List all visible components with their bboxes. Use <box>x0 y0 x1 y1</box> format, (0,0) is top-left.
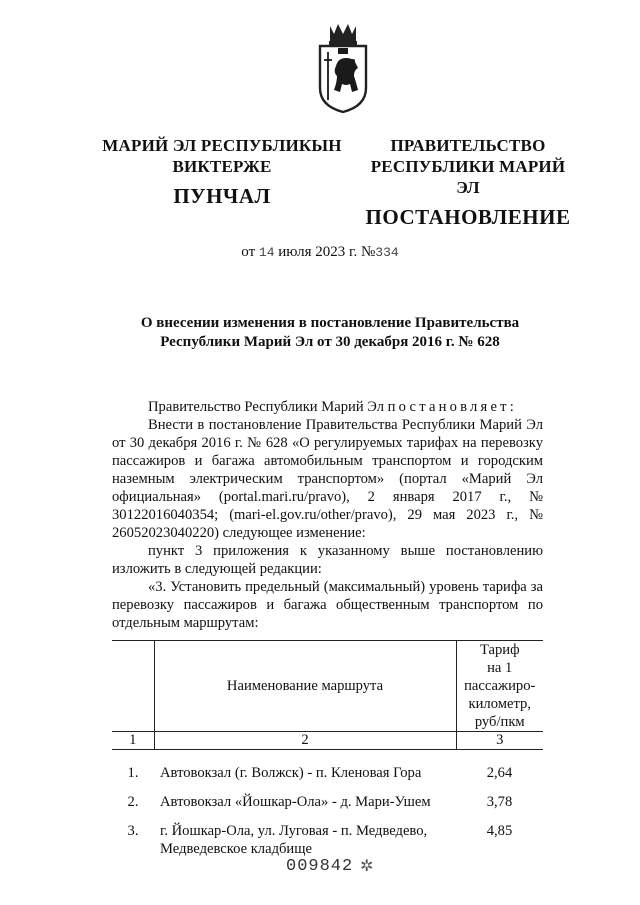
title-line1: О внесении изменения в постановление Правительства <box>140 315 520 331</box>
tariff-value: 4,85 <box>486 823 513 839</box>
route-name: г. Йошкар-Ола, ул. Луговая - п. Медведево, Медведевское кладбище <box>160 823 428 857</box>
header-mari-block <box>92 135 352 207</box>
column-number: 1 <box>112 732 154 750</box>
header-russian-line1: ПРАВИТЕЛЬСТВО <box>390 136 546 155</box>
header-tariff-line2: на 1 пассажиро- <box>464 660 536 694</box>
paragraph-amendment: Внести в постановление Правительства Республики Марий Эл от 30 декабря 2016 г. № 628 «О регулируемых тарифах на перевозку пассажиров и багажа автомобильным транспортом и городским наземным электрическим транспортом» (портал «Марий Эл официальная» (portal.mari.ru/pravo), 2 января 2017 г., № 30122016040354; (mari-el.gov.ru/other/pravo), 29 мая 2023 г., № 26052023040220) следующее изменение: <box>112 417 543 541</box>
date-month-year: июля 2023 г. № <box>278 244 376 260</box>
paragraph-resolves-verb: постановляет: <box>387 399 517 415</box>
header-route-cell: Наименование маршрута <box>154 641 456 732</box>
document-title <box>120 314 540 352</box>
paragraph-appendix: пункт 3 приложения к указанному выше постановлению изложить в следующей редакции: <box>112 543 543 577</box>
paragraph-resolves <box>148 398 543 416</box>
coat-of-arms-emblem <box>316 20 370 116</box>
table-row <box>112 811 543 858</box>
header-tariff-line1: Тариф <box>479 642 520 658</box>
table-row <box>112 782 543 811</box>
header-tariff-line4: руб/пкм <box>474 714 525 730</box>
asterisk-mark-icon: ✲ <box>360 858 374 875</box>
row-number: 2. <box>127 794 139 810</box>
tariff-value: 2,64 <box>486 765 513 781</box>
date-line <box>0 244 640 261</box>
table-row <box>112 750 543 783</box>
table-column-numbers-row <box>112 732 543 750</box>
header-tariff-cell <box>456 641 543 732</box>
date-day: 14 <box>258 245 275 260</box>
column-number: 2 <box>154 732 456 750</box>
row-number: 3. <box>127 823 139 839</box>
paragraph-clause3: «3. Установить предельный (максимальный) уровень тарифа за перевозку пассажиров и багажа общественным транспортом по отдельным маршрутам: <box>112 579 543 631</box>
header-russian-line2: РЕСПУБЛИКИ МАРИЙ ЭЛ <box>370 157 566 197</box>
table-header-row <box>112 641 543 732</box>
date-prefix: от <box>241 244 256 260</box>
title-line2: Республики Марий Эл от 30 декабря 2016 г. № 628 <box>160 334 500 350</box>
paragraph-resolves-start: Правительство Республики Марий Эл <box>148 399 385 415</box>
header-tariff-line3: километр, <box>468 696 531 712</box>
decree-number: 334 <box>375 245 399 260</box>
serial-number: 009842 <box>286 857 354 876</box>
tariff-table <box>112 640 543 858</box>
route-name: Автовокзал (г. Волжск) - п. Кленовая Гора <box>160 765 422 781</box>
header-mari-doctype: ПУНЧАЛ <box>173 184 271 208</box>
route-name: Автовокзал «Йошкар-Ола» - д. Мари-Ушем <box>160 794 431 810</box>
tariff-value: 3,78 <box>486 794 513 810</box>
column-number: 3 <box>456 732 543 750</box>
header-mari-line1: МАРИЙ ЭЛ РЕСПУБЛИКЫН <box>102 136 342 155</box>
row-number: 1. <box>127 765 139 781</box>
header-number-cell <box>112 641 154 732</box>
header-mari-line2: ВИКТЕРЖЕ <box>172 157 272 176</box>
header-russian-block <box>358 135 578 228</box>
header-russian-doctype: ПОСТАНОВЛЕНИЕ <box>365 205 571 229</box>
